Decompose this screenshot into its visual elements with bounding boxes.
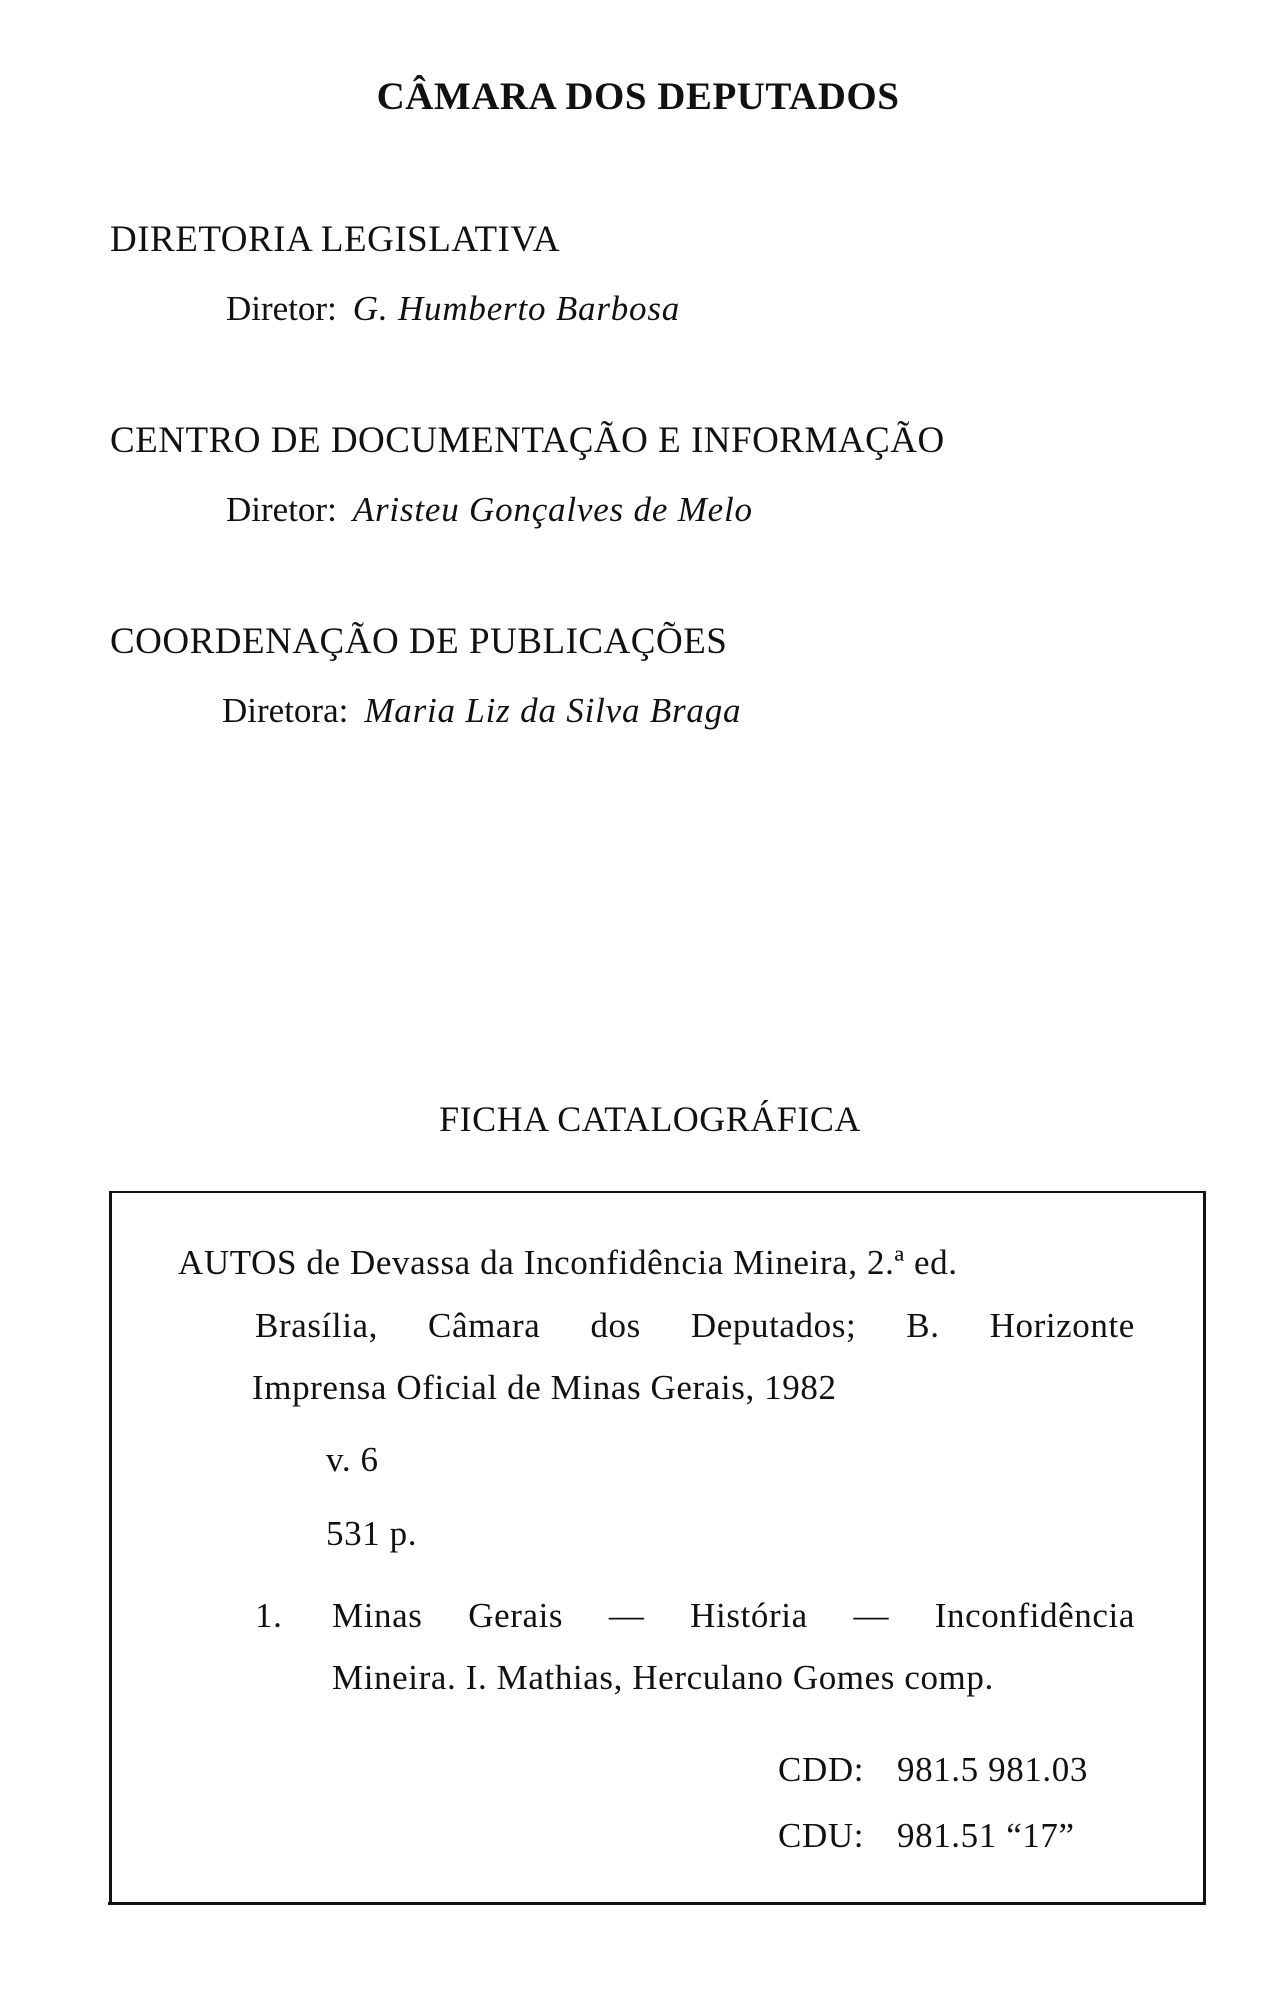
director-role: Diretor: (226, 289, 337, 328)
imprint-word: Deputados; (690, 1306, 857, 1345)
director-name: Aristeu Gonçalves de Melo (352, 490, 753, 529)
ficha-title: FICHA CATALOGRÁFICA (439, 1099, 861, 1139)
ficha-subject-number: 1. (255, 1596, 283, 1635)
director-line-centro-documentacao (226, 490, 753, 530)
ficha-entry-line: AUTOS de Devassa da Inconfidência Mineira, 2.ª ed. (178, 1243, 958, 1282)
subject-dash: — (608, 1596, 645, 1635)
imprint-word: Câmara (428, 1306, 541, 1345)
director-role: Diretora: (222, 691, 349, 730)
section-heading-centro-documentacao: CENTRO DE DOCUMENTAÇÃO E INFORMAÇÃO (110, 420, 945, 461)
card-border-bottom (108, 1902, 1206, 1905)
page-title: CÂMARA DOS DEPUTADOS (376, 75, 900, 118)
ficha-imprint-line (255, 1306, 1135, 1346)
subject-word: Inconfidência (934, 1596, 1135, 1635)
section-heading-coordenacao-publicacoes: COORDENAÇÃO DE PUBLICAÇÕES (110, 621, 728, 662)
ficha-pages: 531 p. (326, 1514, 418, 1553)
card-border-left (109, 1191, 112, 1904)
imprint-word: Brasília, (255, 1306, 379, 1345)
card-border-right (1203, 1191, 1206, 1904)
director-name: Maria Liz da Silva Braga (364, 691, 742, 730)
subject-word: História (690, 1596, 808, 1635)
ficha-cdu-value: 981.51 “17” (897, 1816, 1075, 1855)
subject-word: Minas (332, 1596, 423, 1635)
ficha-cdd-label: CDD: (778, 1750, 865, 1789)
director-name: G. Humberto Barbosa (352, 289, 681, 328)
director-line-diretoria-legislativa (226, 289, 680, 329)
imprint-word: Horizonte (989, 1306, 1135, 1345)
imprint-word: dos (590, 1306, 641, 1345)
imprint-word: B. (906, 1306, 940, 1345)
director-line-coordenacao-publicacoes (222, 691, 741, 731)
subject-dash: — (853, 1596, 890, 1635)
ficha-cdu-label: CDU: (778, 1816, 865, 1855)
ficha-cdd-value: 981.5 981.03 (897, 1750, 1088, 1789)
ficha-subject-line-2: Mineira. I. Mathias, Herculano Gomes comp. (332, 1658, 994, 1697)
section-heading-diretoria-legislativa: DIRETORIA LEGISLATIVA (110, 219, 561, 260)
ficha-volume: v. 6 (326, 1440, 379, 1479)
card-border-top (110, 1191, 1206, 1193)
subject-word: Gerais (468, 1596, 564, 1635)
ficha-subject-line (332, 1596, 1135, 1636)
ficha-imprint-line-2: Imprensa Oficial de Minas Gerais, 1982 (252, 1368, 837, 1407)
director-role: Diretor: (226, 490, 337, 529)
